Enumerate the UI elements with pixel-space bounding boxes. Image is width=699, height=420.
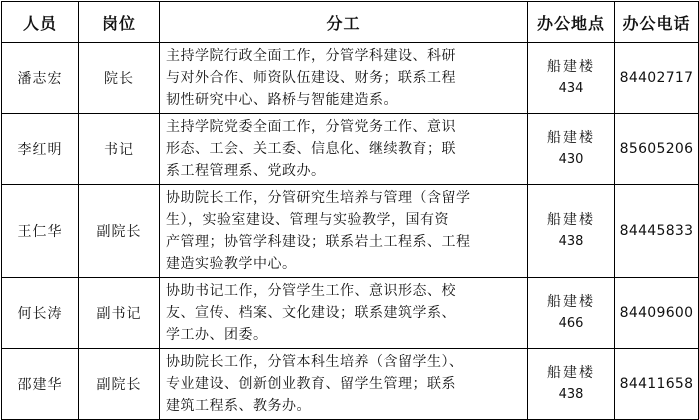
header-duties: 分工: [160, 2, 528, 43]
office-room: 430: [558, 152, 584, 167]
staff-duties: [160, 185, 528, 278]
duty-line: 协助院长工作，分管本科生培养（含留学生）、: [166, 354, 464, 370]
duty-line: 主持学院党委全面工作，分管党务工作、意识: [166, 119, 456, 135]
staff-office: [528, 349, 615, 420]
duty-line: 协助院长工作，分管研究生培养与管理（含留学: [166, 190, 471, 206]
duty-line: 产管理；协管学科建设；联系岩土工程系、工程: [166, 234, 471, 250]
table-row: [2, 43, 699, 114]
duty-line: 协助书记工作，分管学生工作、意识形态、校: [166, 283, 456, 299]
duty-line: 建造实验教学中心。: [166, 256, 297, 272]
table-header-row: [2, 2, 699, 43]
office-building: 船建楼: [547, 212, 595, 228]
duty-line: 学工办、团委。: [166, 327, 268, 343]
staff-duties: [160, 43, 528, 114]
staff-phone: 84411658: [615, 349, 699, 420]
duty-line: 建筑工程系、教务办。: [166, 398, 311, 414]
header-position: 岗位: [79, 2, 160, 43]
staff-office: [528, 114, 615, 185]
staff-position: 院长: [79, 43, 160, 114]
table-row: [2, 278, 699, 349]
office-room: 438: [558, 234, 584, 249]
duty-line: 与对外合作、师资队伍建设、财务；联系工程: [166, 70, 456, 86]
staff-name: 潘志宏: [2, 43, 79, 114]
office-room: 438: [558, 387, 584, 402]
office-building: 船建楼: [547, 365, 595, 381]
staff-duties: [160, 349, 528, 420]
staff-office: [528, 185, 615, 278]
duty-line: 友、宣传、档案、文化建设；联系建筑学系、: [166, 305, 456, 321]
staff-position: 副书记: [79, 278, 160, 349]
table-row: [2, 114, 699, 185]
staff-office: [528, 278, 615, 349]
staff-office: [528, 43, 615, 114]
staff-position: 书记: [79, 114, 160, 185]
duty-line: 专业建设、创新创业教育、留学生管理；联系: [166, 376, 456, 392]
staff-name: 王仁华: [2, 185, 79, 278]
staff-position: 副院长: [79, 185, 160, 278]
header-office: 办公地点: [528, 2, 615, 43]
office-building: 船建楼: [547, 294, 595, 310]
duty-line: 主持学院行政全面工作，分管学科建设、科研: [166, 48, 456, 64]
header-name: 人员: [2, 2, 79, 43]
table-row: [2, 185, 699, 278]
table-row: [2, 349, 699, 420]
staff-name: 邵建华: [2, 349, 79, 420]
duty-line: 形态、工会、关工委、信息化、继续教育；联: [166, 141, 456, 157]
staff-phone: 84402717: [615, 43, 699, 114]
staff-phone: 84445833: [615, 185, 699, 278]
staff-duties-table: [1, 1, 699, 420]
staff-name: 李红明: [2, 114, 79, 185]
office-room: 466: [558, 316, 584, 331]
staff-position: 副院长: [79, 349, 160, 420]
duty-line: 系工程管理系、党政办。: [166, 163, 326, 179]
staff-duties: [160, 278, 528, 349]
header-phone: 办公电话: [615, 2, 699, 43]
staff-phone: 84409600: [615, 278, 699, 349]
staff-phone: 85605206: [615, 114, 699, 185]
staff-name: 何长涛: [2, 278, 79, 349]
staff-duties: [160, 114, 528, 185]
office-building: 船建楼: [547, 59, 595, 75]
duty-line: 生），实验室建设、管理与实验教学，国有资: [166, 212, 449, 228]
office-room: 434: [558, 81, 584, 96]
office-building: 船建楼: [547, 130, 595, 146]
duty-line: 韧性研究中心、路桥与智能建造系。: [166, 92, 398, 108]
